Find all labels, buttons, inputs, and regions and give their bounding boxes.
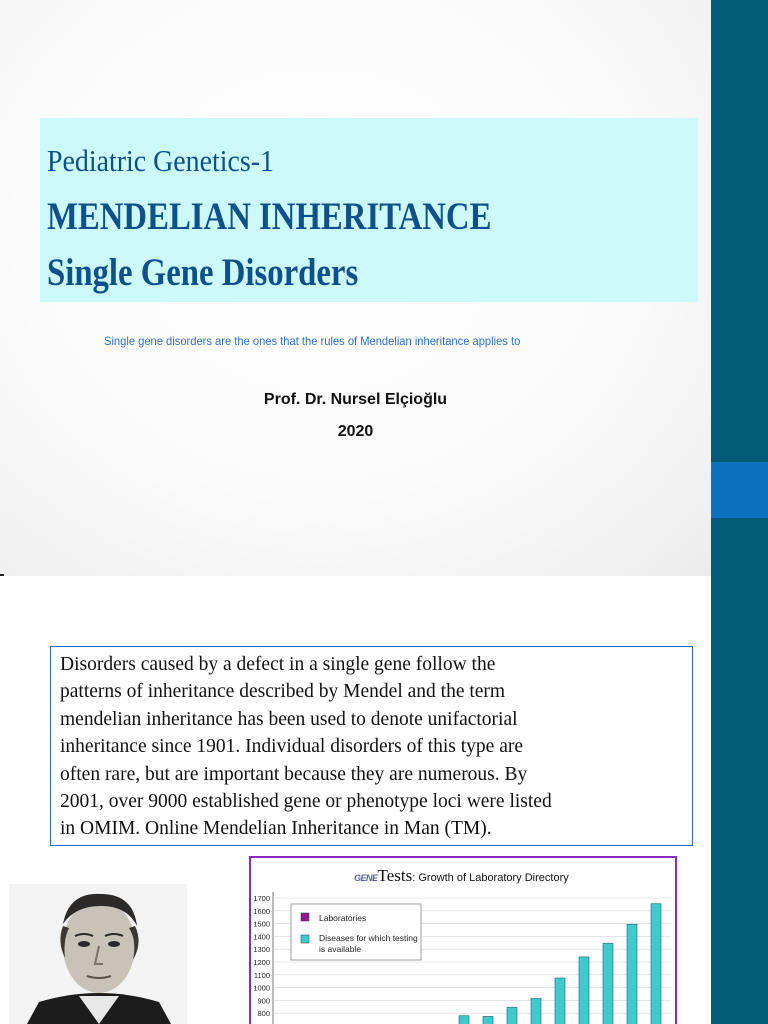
mendel-portrait (9, 884, 187, 1024)
bar-diseases (555, 978, 565, 1024)
bar-diseases (603, 943, 613, 1024)
chart-header: GENETests: Growth of Laboratory Directory (354, 866, 569, 885)
bar-diseases (651, 904, 661, 1024)
bar-diseases (627, 924, 637, 1024)
y-tick-label: 1700 (253, 894, 270, 903)
y-tick-label: 1300 (253, 945, 270, 955)
legend-label: is available (319, 944, 362, 954)
paragraph-line: mendelian inheritance has been used to denote unifactorial (60, 708, 518, 730)
portrait-drawing (9, 884, 187, 1024)
legend-label: Laboratories (319, 913, 367, 923)
y-tick-label: 1400 (253, 932, 270, 942)
legend-label: Diseases for which testing (319, 933, 418, 943)
bar-diseases (579, 957, 589, 1024)
year: 2020 (337, 423, 374, 440)
bar-diseases (459, 1016, 469, 1024)
y-tick-label: 1100 (253, 970, 270, 980)
slide-divider-mark (0, 574, 4, 576)
paragraph-line: Disorders caused by a defect in a single gene follow the (60, 654, 496, 675)
paragraph-line: often rare, but are important because they are numerous. By (60, 763, 528, 785)
y-tick-label: 1500 (253, 919, 270, 929)
chart-legend (291, 904, 421, 960)
course-title: Pediatric Genetics-1 (47, 143, 274, 178)
paragraph-line: 2001, over 9000 established gene or phenotype loci were listed (60, 791, 552, 813)
y-tick-label: 1600 (253, 906, 270, 916)
y-tick-label: 900 (257, 996, 270, 1006)
legend-swatch-laboratories (301, 913, 309, 921)
growth-chart (251, 890, 675, 1024)
definition-paragraph (60, 651, 700, 843)
genetests-logo: GENE (354, 873, 378, 883)
chart-title: Growth of Laboratory Directory (418, 872, 569, 884)
right-sidebar-accent (711, 462, 768, 518)
main-title: MENDELIAN INHERITANCE (47, 195, 492, 238)
legend-swatch-diseases (301, 935, 309, 943)
author-name: Prof. Dr. Nursel Elçioğlu (263, 391, 448, 408)
definition-note: Single gene disorders are the ones that the rules of Mendelian inheritance applies to (104, 334, 521, 348)
paragraph-line: inheritance since 1901. Individual disorders of this type are (60, 736, 523, 758)
bar-diseases (531, 998, 541, 1024)
bar-diseases (507, 1007, 517, 1024)
bar-diseases (483, 1016, 493, 1024)
paragraph-line: patterns of inheritance described by Mendel and the term (60, 681, 506, 703)
subtitle: Single Gene Disorders (47, 251, 359, 294)
tests-word: Tests (377, 866, 413, 885)
y-tick-label: 1200 (253, 958, 270, 967)
paragraph-line: in OMIM. Online Mendelian Inheritance in Man (TM). (60, 818, 492, 840)
y-tick-label: 1000 (253, 983, 270, 993)
y-tick-label: 800 (257, 1009, 270, 1019)
